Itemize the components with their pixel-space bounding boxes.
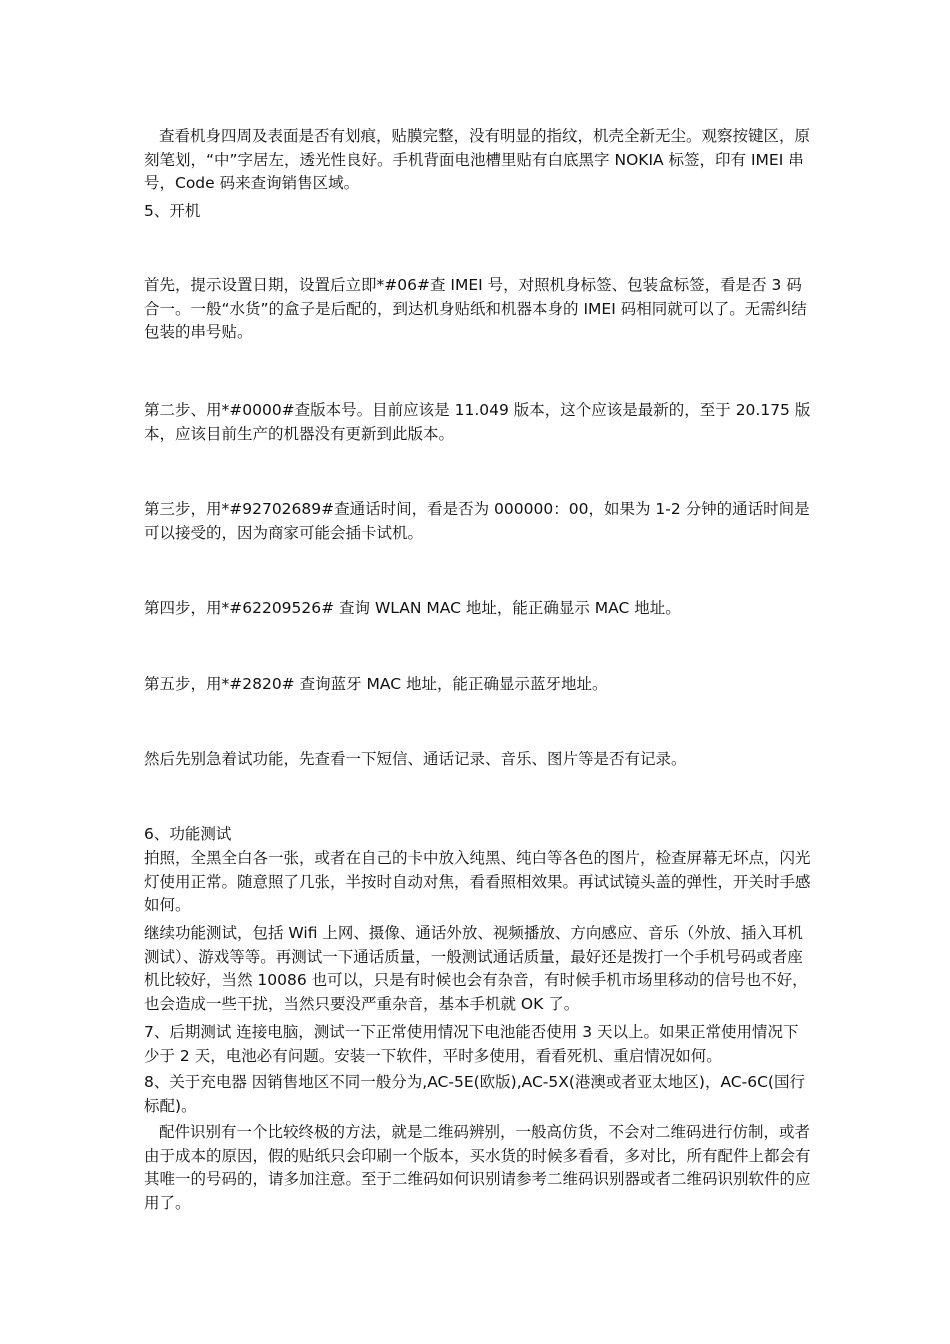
paragraph-check-records: 然后先别急着试功能，先查看一下短信、通话记录、音乐、图片等是否有记录。: [144, 750, 687, 768]
paragraph-imei-check: 首先，提示设置日期，设置后立即*#06#查 IMEI 号，对照机身标签、包装盒标签，看是否 3 码合一。一般“水货”的盒子是后配的，到达机身贴纸和机器本身的 IMEI 码相同就可以了。无需纠结包装的串号贴。: [144, 276, 807, 342]
section-heading-function-test: 6、功能测试: [144, 825, 232, 843]
paragraph-camera-test: 拍照，全黑全白各一张，或者在自己的卡中放入纯黑、纯白等各色的图片，检查屏幕无坏点，闪光灯使用正常。随意照了几张，半按时自动对焦，看看照相效果。再试试镜头盖的弹性，开关时手感如何。: [144, 849, 811, 915]
paragraph-appearance-check: 查看机身四周及表面是否有划痕，贴膜完整，没有明显的指纹，机壳全新无尘。观察按键区，原刻笔划，“中”字居左，透光性良好。手机背面电池槽里贴有白底黑字 NOKIA 标签，印有 IMEI 串号，Code 码来查询销售区域。: [144, 127, 811, 193]
paragraph-charger: 8、关于充电器 因销售地区不同一般分为,AC-5E(欧版),AC-5X(港澳或者亚太地区)，AC-6C(国行标配)。: [144, 1073, 805, 1115]
paragraph-step-three: 第三步，用*#92702689#查通话时间，看是否为 000000：00，如果为 1-2 分钟的通话时间是可以接受的，因为商家可能会插卡试机。: [144, 500, 810, 542]
paragraph-feature-test: 继续功能测试，包括 Wifi 上网、摄像、通话外放、视频播放、方向感应、音乐（外放、插入耳机测试）、游戏等等。再测试一下通话质量，一般测试通话质量，最好还是拨打一个手机号码或者座机比较好，当然 10086 也可以，只是有时候也会有杂音，有时候手机市场里移动的信号也不好，也会造成一些干扰，当然只要没严重杂音，基本手机就 OK 了。: [144, 924, 808, 1013]
paragraph-step-two: 第二步、用*#0000#查版本号。目前应该是 11.049 版本，这个应该是最新的，至于 20.175 版本，应该目前生产的机器没有更新到此版本。: [144, 401, 811, 443]
paragraph-step-five: 第五步，用*#2820# 查询蓝牙 MAC 地址，能正确显示蓝牙地址。: [144, 675, 608, 693]
paragraph-qr-code: 配件识别有一个比较终极的方法，就是二维码辨别，一般高仿货，不会对二维码进行仿制，或者由于成本的原因，假的贴纸只会印刷一个版本，买水货的时候多看看，多对比，所有配件上都会有其唯一的号码的，请多加注意。至于二维码如何识别请参考二维码识别器或者二维码识别软件的应用了。: [144, 1123, 811, 1212]
paragraph-step-four: 第四步，用*#62209526# 查询 WLAN MAC 地址，能正确显示 MAC 地址。: [144, 599, 681, 617]
section-heading-power-on: 5、开机: [144, 202, 201, 220]
paragraph-later-test: 7、后期测试 连接电脑，测试一下正常使用情况下电池能否使用 3 天以上。如果正常使用情况下少于 2 天，电池必有问题。安装一下软件，平时多使用，看看死机、重启情况如何。: [144, 1023, 799, 1065]
